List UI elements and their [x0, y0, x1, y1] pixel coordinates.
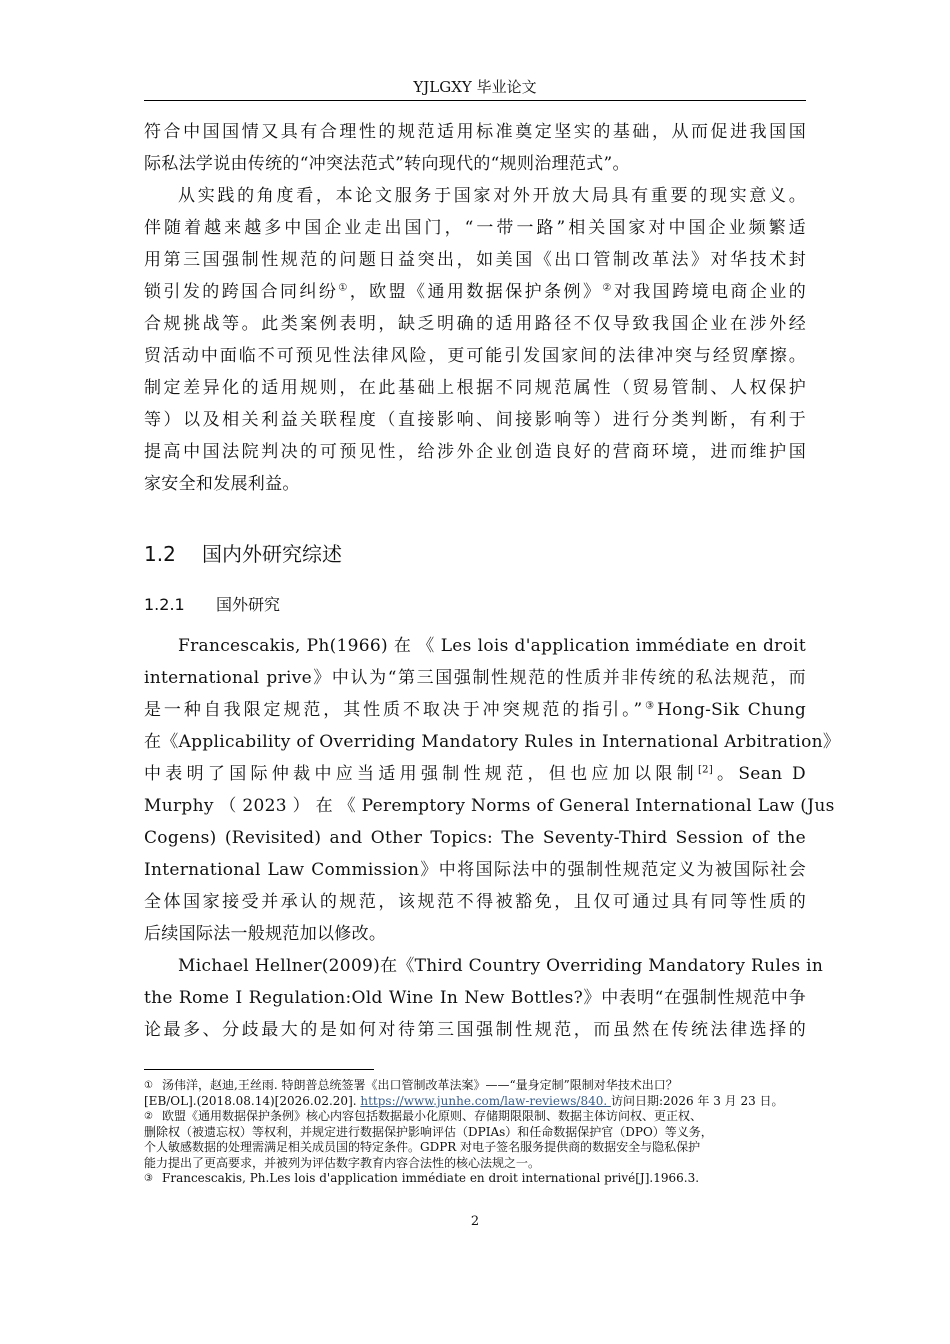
text-line: Michael Hellner(2009)在《Third Country Overriding Mandatory Rules in: [178, 956, 824, 976]
footnote-mark: ①: [144, 1080, 153, 1091]
footnote-text: 访问日期:2026 年 3 月 23 日。: [611, 1093, 784, 1108]
text-segment: 是一种自我限定规范，其性质不取决于冲突规范的指引。”: [144, 700, 643, 720]
paragraph-4: [144, 950, 824, 1046]
footnote-mark: ②: [144, 1111, 153, 1122]
text-line: the Rome I Regulation:Old Wine In New Bottles?》中表明“在强制性规范中争: [144, 988, 806, 1008]
page-number: 2: [470, 1214, 480, 1229]
text-line: [144, 758, 806, 790]
citation-ref-2[interactable]: [2]: [697, 764, 714, 776]
footnote-ref-3[interactable]: ③: [642, 700, 658, 712]
footnote-mark: ③: [144, 1173, 153, 1184]
section-number: 1.2: [144, 542, 176, 566]
text-line: [144, 694, 806, 726]
footnote-1: [144, 1078, 806, 1109]
text-line: 从实践的角度看，本论文服务于国家对外开放大局具有重要的现实意义。: [178, 186, 806, 206]
text-segment: 中表明了国际仲裁中应当适用强制性规范，但也应加以限制: [144, 764, 698, 784]
text-line: 论最多、分歧最大的是如何对待第三国强制性规范，而虽然在传统法律选择的: [144, 1020, 806, 1040]
text-line: international prive》中认为“第三国强制性规范的性质并非传统的私法规范，而: [144, 668, 806, 688]
text-line: Murphy （ 2023 ） 在 《 Peremptory Norms of General International Law (Jus: [144, 796, 835, 816]
text-segment: Hong-Sik Chung: [657, 700, 807, 720]
text-line: 等）以及相关利益关联程度（直接影响、间接影响等）进行分类判断，有利于: [144, 410, 806, 430]
text-line: 制定差异化的适用规则，在此基础上根据不同规范属性（贸易管制、人权保护: [144, 378, 806, 398]
footnote-text: [EB/OL].(2018.08.14)[2026.02.20].: [144, 1093, 361, 1108]
text-line: 后续国际法一般规范加以修改。: [144, 924, 387, 944]
text-line: Francescakis, Ph(1966) 在 《 Les lois d'application immédiate en droit: [178, 636, 806, 656]
text-line: 际私法学说由传统的“冲突法范式”转向现代的“规则治理范式”。: [144, 154, 630, 174]
footnote-text: Francescakis, Ph.Les lois d'application immédiate en droit international privé[J].1966.3.: [162, 1171, 700, 1185]
paragraph-2: [144, 180, 806, 500]
section-title: 国内外研究综述: [202, 542, 342, 566]
footnote-3: [144, 1171, 806, 1187]
text-line: 提高中国法院判决的可预见性，给涉外企业创造良好的营商环境，进而维护国: [144, 442, 806, 462]
text-segment: 对我国跨境电商企业的: [613, 282, 807, 302]
text-line: 在《Applicability of Overriding Mandatory Rules in International Arbitration》: [144, 732, 841, 752]
text-segment: ，欧盟《通用数据保护条例》: [349, 282, 603, 302]
text-line: International Law Commission》中将国际法中的强制性规范定义为被国际社会: [144, 860, 806, 880]
text-line: 家安全和发展利益。: [144, 474, 300, 494]
footnote-text: 欧盟《通用数据保护条例》核心内容包括数据最小化原则、存储期限限制、数据主体访问权、更正权、: [162, 1109, 703, 1123]
footnote-separator: [144, 1069, 374, 1070]
text-line: 伴随着越来越多中国企业走出国门，“一带一路”相关国家对中国企业频繁适: [144, 218, 806, 238]
footnote-text: 个人敏感数据的处理需满足相关成员国的特定条件。GDPR 对电子签名服务提供商的数据安全与隐私保护: [144, 1140, 701, 1154]
footnote-ref-1[interactable]: ①: [338, 282, 350, 294]
subsection-title: 国外研究: [216, 595, 281, 614]
section-heading: [144, 540, 806, 568]
footnote-ref-2[interactable]: ②: [602, 282, 614, 294]
paragraph-3: [144, 630, 841, 950]
subsection-number: 1.2.1: [144, 595, 185, 614]
text-line: 用第三国强制性规范的问题日益突出，如美国《出口管制改革法》对华技术封: [144, 250, 806, 270]
text-segment: 锁引发的跨国合同纠纷: [144, 282, 339, 302]
footnote-2: [144, 1109, 806, 1171]
paragraph-1: [144, 116, 806, 180]
subsection-heading: [144, 593, 806, 617]
text-line: 符合中国国情又具有合理性的规范适用标准奠定坚实的基础，从而促进我国国: [144, 122, 806, 142]
text-line: 合规挑战等。此类案例表明，缺乏明确的适用路径不仅导致我国企业在涉外经: [144, 314, 806, 334]
footnote-text: 删除权（被遗忘权）等权利，并规定进行数据保护影响评估（DPIAs）和任命数据保护官（DPO）等义务，: [144, 1124, 713, 1139]
footnote-text: 能力提出了更高要求，并被列为评估数字教育内容合法性的核心法规之一。: [144, 1155, 541, 1170]
text-line: 全体国家接受并承认的规范，该规范不得被豁免，且仅可通过具有同等性质的: [144, 892, 806, 912]
footnotes: [144, 1078, 806, 1187]
text-line: [144, 276, 806, 308]
header-rule: [144, 100, 806, 101]
text-line: 贸活动中面临不可预见性法律风险，更可能引发国家间的法律冲突与经贸摩擦。: [144, 346, 806, 366]
footnote-link[interactable]: https://www.junhe.com/law-reviews/840.: [360, 1093, 611, 1108]
running-header: YJLGXY 毕业论文: [413, 78, 537, 96]
text-line: Cogens) (Revisited) and Other Topics: The Seventy-Third Session of the: [144, 828, 806, 848]
footnote-text: 汤伟洋，赵迪,王丝雨. 特朗普总统签署《出口管制改革法案》——“量身定制”限制对华技术出口？: [162, 1078, 678, 1092]
text-segment: 。Sean D: [713, 764, 806, 784]
